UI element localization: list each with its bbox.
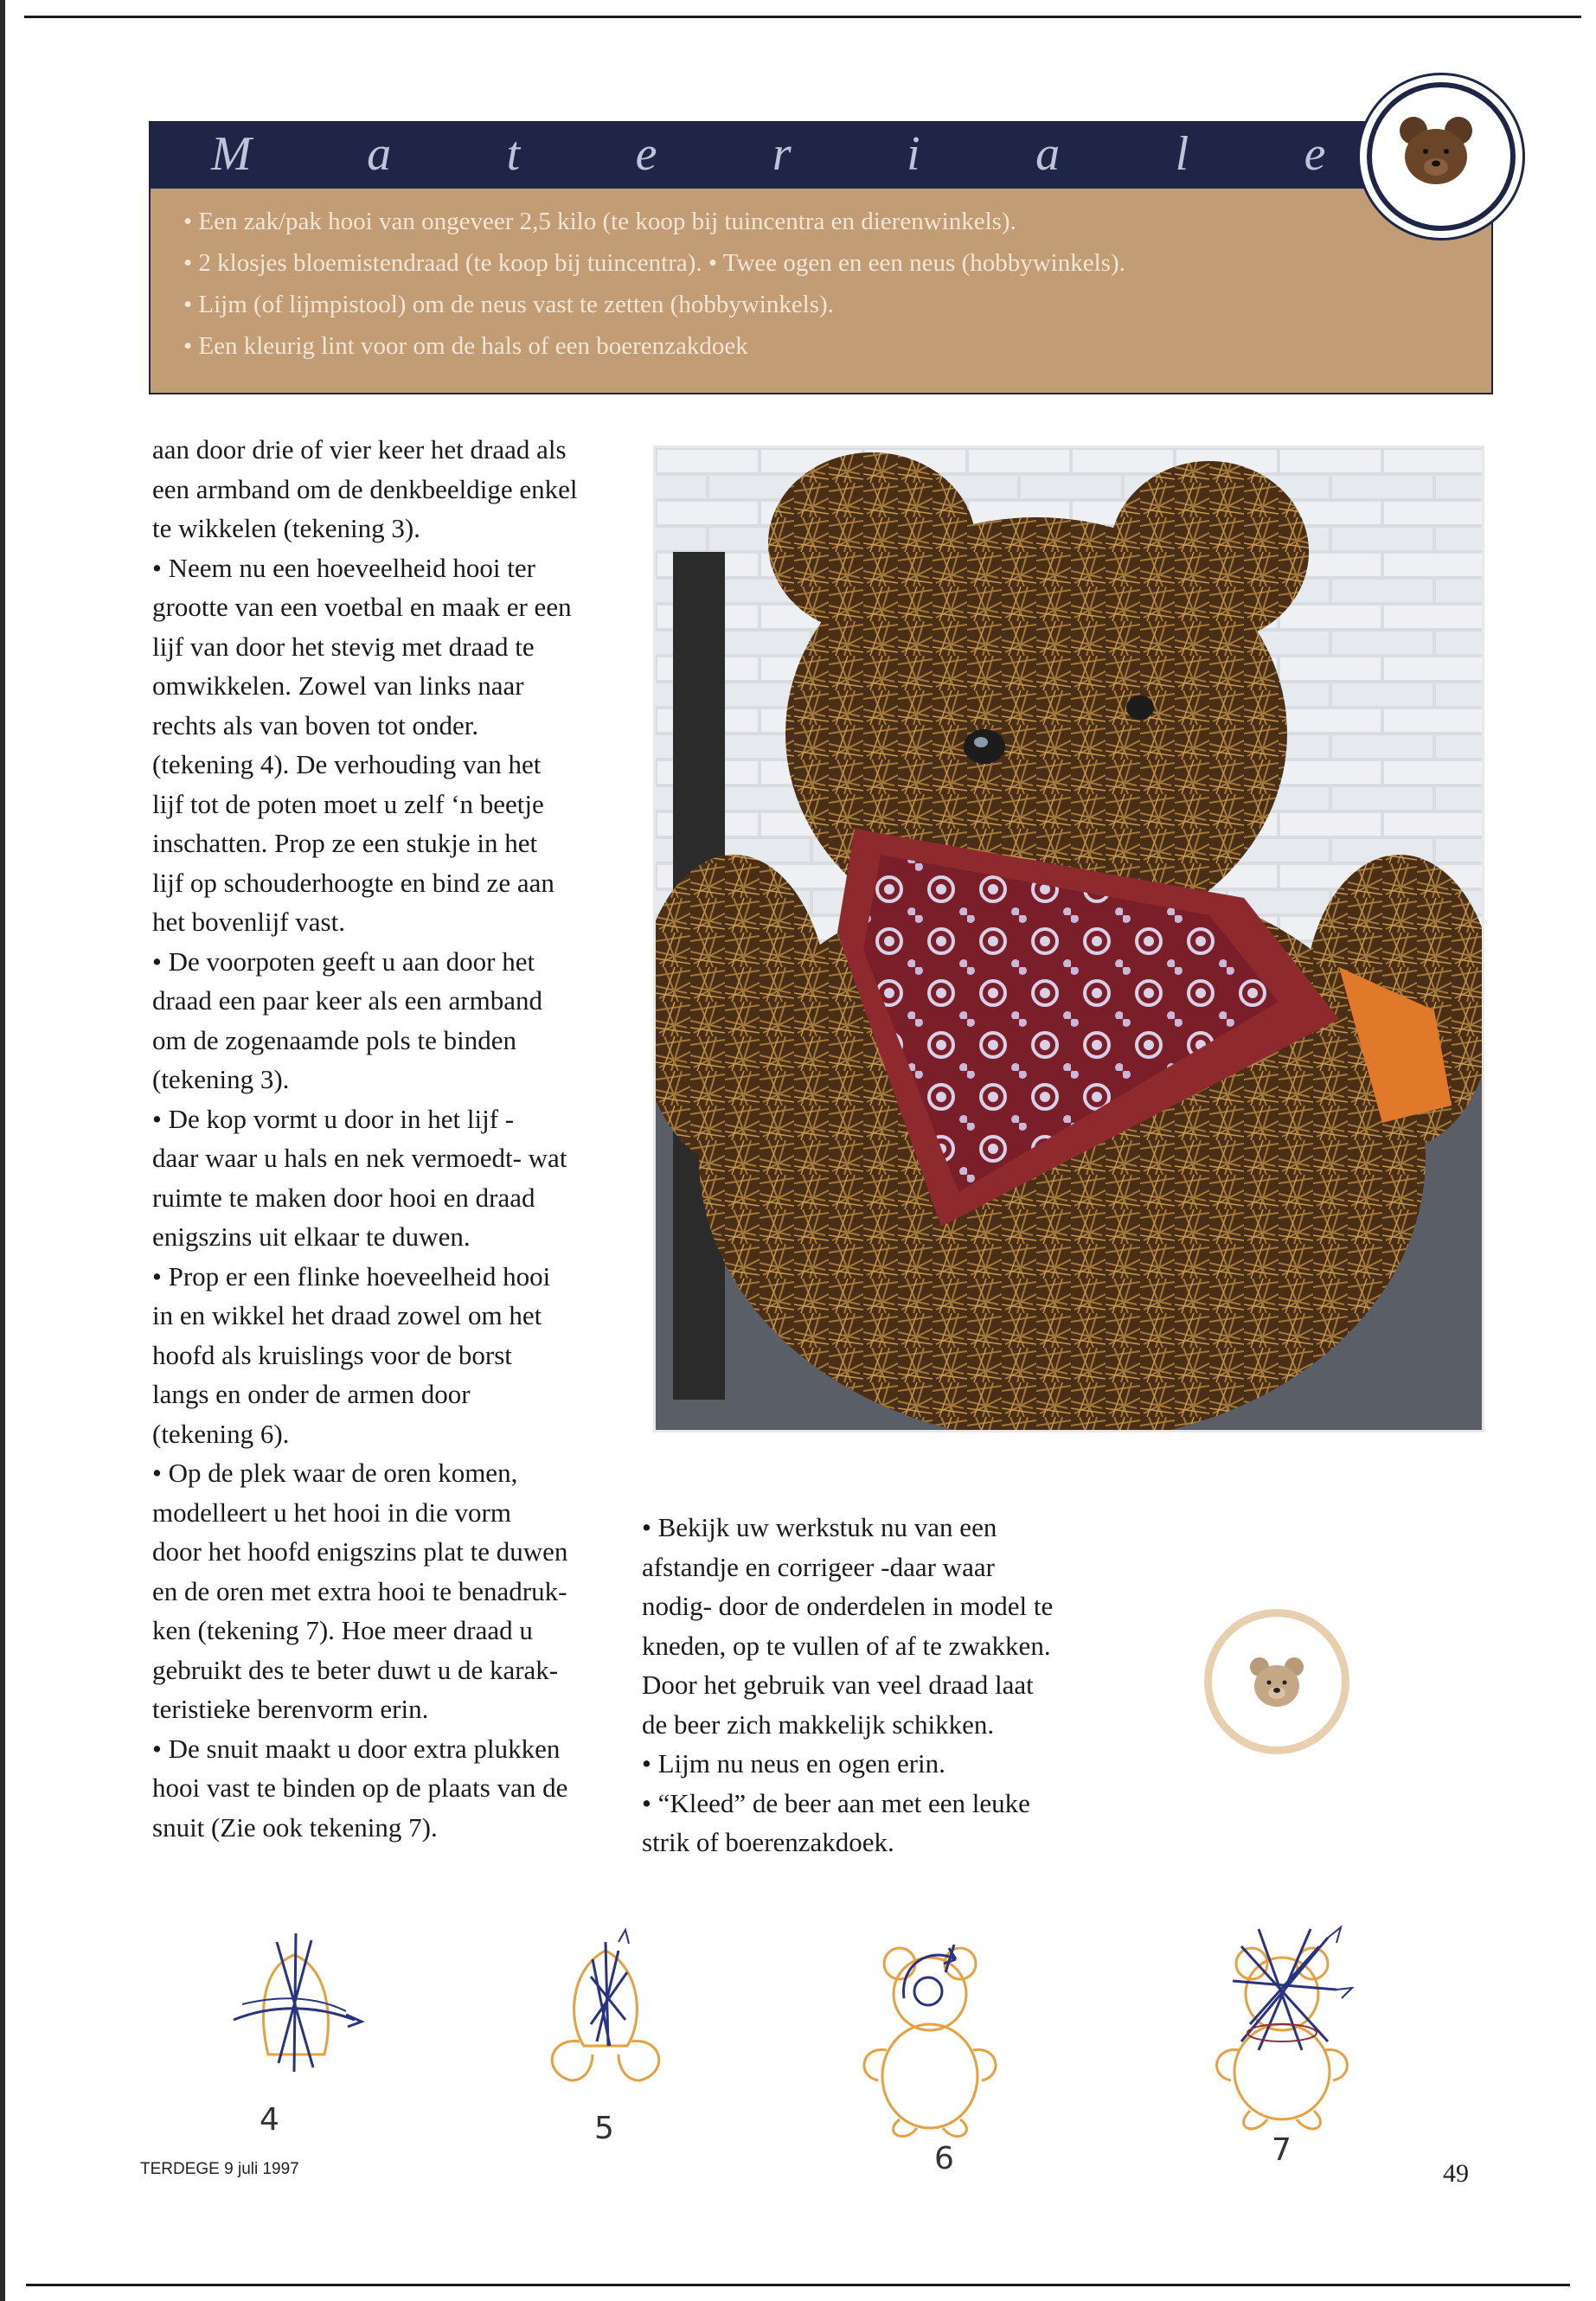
text-line: en de oren met extra hooi te benadruk- <box>152 1575 567 1606</box>
text-line: hoofd als kruislings voor de borst <box>152 1339 512 1370</box>
drawing-number: 4 <box>260 2102 279 2138</box>
teddy-head-icon <box>1391 106 1481 196</box>
drawing-4 <box>225 1925 372 2138</box>
text-line: lijf van door het stevig met draad te <box>152 631 535 662</box>
text-line: Door het gebruik van veel draad laat <box>642 1670 1034 1700</box>
article-text-right <box>642 1508 1126 1862</box>
materials-title-letter: l <box>1175 127 1189 181</box>
text-line: • Lijm nu neus en ogen erin. <box>642 1748 945 1779</box>
materials-title-letter: e <box>635 127 657 181</box>
magazine-footer: TERDEGE 9 juli 1997 <box>140 2160 299 2178</box>
text-line: in en wikkel het draad zowel om het <box>152 1300 542 1330</box>
page-edge <box>0 0 5 2301</box>
materials-title-letter: r <box>772 127 792 181</box>
text-line: grootte van een voetbal en maak er een <box>152 592 572 622</box>
text-line: aan door drie of vier keer het draad als <box>152 434 567 465</box>
text-line: • De voorpoten geeft u aan door het <box>152 945 535 977</box>
text-line: hooi vast te binden op de plaats van de <box>152 1772 568 1803</box>
text-line: lijf tot de poten moet u zelf ‘n beetje <box>152 788 544 819</box>
materials-list <box>151 189 1491 367</box>
drawing-number: 5 <box>594 2111 614 2146</box>
page-bottom-rule <box>26 2284 1570 2286</box>
text-line: langs en onder de armen door <box>152 1379 471 1409</box>
materials-item: • Een zak/pak hooi van ongeveer 2,5 kilo (te koop bij tuincentra en dierenwinkels). <box>183 201 1491 242</box>
text-line: • Prop er een flinke hoeveelheid hooi <box>152 1260 551 1292</box>
text-line: • De snuit maakt u door extra plukken <box>152 1733 561 1764</box>
text-line: ruimte te maken door hooi en draad <box>152 1182 535 1213</box>
bear-photo-illustration <box>656 448 1482 1430</box>
text-line: nodig- door de onderdelen in model te <box>642 1591 1054 1621</box>
text-line: teristieke berenvorm erin. <box>152 1694 429 1724</box>
text-line: strik of boerenzakdoek. <box>642 1827 894 1857</box>
text-line: rechts als van boven tot onder. <box>152 709 479 740</box>
drawing-7 <box>1198 1912 1362 2168</box>
materials-title-letter: M <box>211 127 252 181</box>
text-line: • “Kleed” de beer aan met een leuke <box>642 1787 1030 1818</box>
materials-title-letter: e <box>1304 127 1326 181</box>
materials-item: • 2 klosjes bloemistendraad (te koop bij tuincentra). • Twee ogen en een neus (hobbywinkels). <box>183 242 1491 284</box>
materials-list-area <box>151 189 1491 393</box>
text-line: afstandje en corrigeer -daar waar <box>642 1551 995 1582</box>
drawing-5 <box>532 1925 679 2146</box>
text-line: te wikkelen (tekening 3). <box>152 513 420 543</box>
text-line: (tekening 4). De verhouding van het <box>152 749 542 779</box>
materials-item: • Een kleurig lint voor om de hals of een boerenzakdoek <box>183 325 1491 367</box>
drawing-number: 7 <box>1272 2132 1292 2168</box>
text-line: de beer zich makkelijk schikken. <box>642 1708 995 1740</box>
materials-title-letter: a <box>367 127 392 181</box>
hay-teddy-bear-photo <box>656 448 1482 1430</box>
text-line: daar waar u hals en nek vermoedt- wat <box>152 1143 567 1173</box>
bear-head-wrap-sketch <box>852 1938 1008 2145</box>
text-line: ken (tekening 7). Hoe meer draad u <box>152 1615 533 1645</box>
bear-ears-snout-sketch <box>1198 1912 1362 2137</box>
text-line: modelleert u het hooi in die vorm <box>152 1497 511 1528</box>
text-line: gebruikt des te beter duwt u de karak- <box>152 1654 559 1685</box>
text-line: door het hoofd enigszins plat te duwen <box>152 1536 568 1567</box>
text-line: het bovenlijf vast. <box>152 907 345 937</box>
page-number: 49 <box>1443 2159 1469 2188</box>
text-line: inschatten. Prop ze een stukje in het <box>152 828 538 858</box>
materials-title-letter: i <box>907 127 920 181</box>
materials-box <box>149 121 1493 394</box>
materials-title-letter: a <box>1035 127 1061 181</box>
text-line: een armband om de denkbeeldige enkel <box>152 473 578 504</box>
drawing-number: 6 <box>934 2141 954 2176</box>
bear-legs-sketch <box>532 1925 679 2106</box>
text-line: snuit (Zie ook tekening 7). <box>152 1811 438 1843</box>
page-top-rule <box>24 16 1581 18</box>
text-line: draad een paar keer als een armband <box>152 985 542 1016</box>
teddy-head-icon <box>1245 1650 1309 1714</box>
teddy-bear-ornament <box>1204 1609 1349 1754</box>
wrapped-body-sketch <box>225 1925 372 2098</box>
text-line: enigszins uit elkaar te duwen. <box>152 1221 471 1252</box>
materials-title-bar <box>151 123 1491 189</box>
text-line: kneden, op te vullen of af te zwakken. <box>642 1630 1051 1661</box>
text-line: (tekening 6). <box>152 1418 290 1449</box>
text-line: (tekening 3). <box>152 1064 290 1094</box>
text-line: • De kop vormt u door in het lijf - <box>152 1103 515 1134</box>
text-line: • Neem nu een hoeveelheid hooi ter <box>152 552 535 583</box>
text-line: lijf op schouderhoogte en bind ze aan <box>152 867 554 898</box>
materials-title-letter: t <box>506 127 521 181</box>
materials-item: • Lijm (of lijmpistool) om de neus vast te zetten (hobbywinkels). <box>183 284 1491 325</box>
text-line: • Bekijk uw werkstuk nu van een <box>642 1512 997 1542</box>
teddy-bear-badge <box>1367 82 1516 231</box>
drawing-6 <box>852 1938 1008 2176</box>
materials-title <box>211 126 1465 182</box>
text-line: • Op de plek waar de oren komen, <box>152 1458 518 1488</box>
text-line: om de zogenaamde pols te binden <box>152 1024 516 1055</box>
article-text-left <box>152 430 619 1847</box>
text-line: omwikkelen. Zowel van links naar <box>152 670 524 701</box>
